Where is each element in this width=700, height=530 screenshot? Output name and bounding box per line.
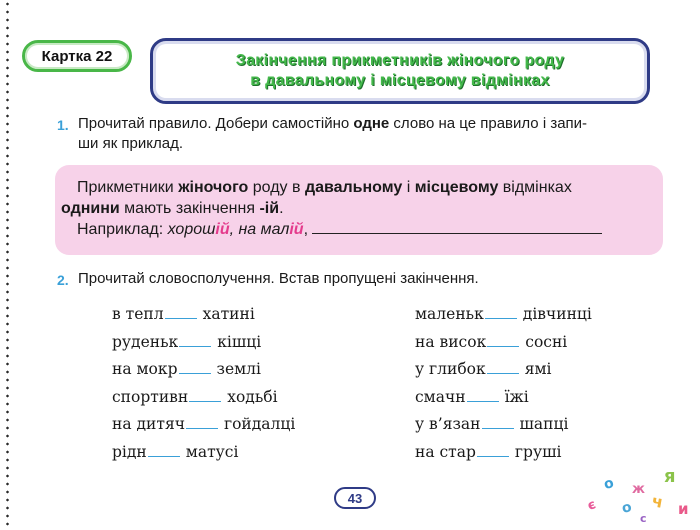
page-number-text: 43 — [347, 490, 363, 506]
phrase-noun: їжі — [504, 387, 529, 406]
example-ending: ій — [289, 221, 304, 238]
card-label: Картка 22 — [41, 47, 113, 65]
blank-ending[interactable] — [148, 442, 180, 457]
decor-letter: о — [602, 475, 616, 493]
phrase-row — [415, 413, 592, 441]
phrase-row — [415, 441, 592, 469]
blank-ending[interactable] — [467, 387, 499, 402]
task-1-bold: одне — [353, 115, 390, 132]
task-2-text: Прочитай словосполучення. Встав пропущені закінчення. — [78, 270, 479, 287]
example-separator: , — [229, 221, 239, 238]
phrase-noun: хатині — [202, 305, 255, 323]
phrase-stem: смачн — [415, 387, 466, 406]
blank-ending[interactable] — [487, 332, 519, 347]
decor-letter: с — [640, 512, 647, 525]
phrase-noun: матусі — [185, 442, 239, 461]
rule-text: . — [279, 200, 284, 217]
blank-ending[interactable] — [179, 332, 211, 347]
phrase-stem: рідн — [112, 442, 147, 461]
rule-text: і — [402, 179, 415, 196]
phrase-stem: на висок — [415, 332, 487, 351]
blank-ending[interactable] — [189, 387, 221, 402]
rule-bold: однини — [61, 200, 120, 217]
rule-text: відмінках — [498, 179, 572, 196]
blank-ending[interactable] — [482, 414, 514, 429]
rule-text: Прикметники — [77, 179, 179, 196]
page-title — [150, 38, 650, 104]
phrase-row — [415, 386, 592, 414]
decor-letter: и — [678, 500, 689, 518]
phrase-noun: землі — [216, 360, 261, 378]
phrases-right-column — [415, 303, 592, 468]
phrase-row — [112, 441, 295, 469]
phrase-noun: гойдалці — [223, 415, 296, 433]
phrase-stem: маленьк — [415, 305, 484, 323]
rule-bold: місцевому — [414, 179, 499, 196]
phrase-row — [112, 303, 295, 331]
rule-bold: жіночого — [178, 179, 249, 196]
rule-example — [77, 219, 663, 240]
rule-bold: -ій — [259, 200, 280, 217]
decor-letter: о — [620, 499, 633, 517]
decor-letter: ж — [632, 482, 645, 497]
task-2-number: 2. — [57, 272, 69, 288]
phrase-stem: на мокр — [112, 360, 178, 378]
task-1-number: 1. — [57, 117, 69, 133]
phrase-noun: сосні — [525, 332, 568, 351]
rule-line-2 — [61, 198, 663, 219]
dotted-margin — [6, 0, 9, 530]
decor-letter: ч — [650, 491, 665, 512]
rule-box — [55, 165, 663, 255]
answer-line[interactable] — [312, 219, 602, 234]
decor-letter: є — [585, 497, 599, 514]
example-tail: , — [303, 221, 313, 238]
phrase-row — [415, 331, 592, 359]
phrase-noun: груші — [514, 442, 562, 461]
phrase-stem: в тепл — [112, 305, 164, 323]
blank-ending[interactable] — [487, 359, 519, 374]
phrase-stem: на стар — [415, 442, 476, 461]
title-line-1: Закінчення прикметників жіночого роду — [235, 52, 565, 69]
phrase-row — [415, 358, 592, 386]
phrase-noun: кішці — [217, 332, 262, 351]
blank-ending[interactable] — [179, 359, 211, 374]
example-stem: хорош — [167, 221, 216, 238]
phrase-row — [112, 331, 295, 359]
blank-ending[interactable] — [165, 304, 197, 319]
phrase-noun: ямі — [524, 360, 552, 378]
task-1-text — [78, 114, 678, 154]
phrase-stem: на дитяч — [112, 415, 185, 433]
phrase-stem: спортивн — [112, 387, 189, 406]
phrase-noun: шапці — [519, 415, 569, 433]
phrase-noun: дівчинці — [522, 305, 592, 323]
phrase-noun: ходьбі — [227, 387, 278, 406]
task-1-text-b: слово на це правило і запи- — [389, 115, 588, 132]
phrase-stem: у глибок — [415, 360, 486, 378]
rule-text: роду в — [248, 179, 305, 196]
phrases-left-column — [112, 303, 295, 468]
card-badge — [22, 40, 132, 72]
title-line-2: в давальному і місцевому відмінках — [250, 72, 550, 89]
task-1-text-a: Прочитай правило. Добери самостійно — [78, 115, 354, 132]
phrase-stem: у в’язан — [415, 415, 481, 433]
blank-ending[interactable] — [485, 304, 517, 319]
blank-ending[interactable] — [477, 442, 509, 457]
phrase-stem: руденьк — [112, 332, 179, 351]
task-1-text-c: ши як приклад. — [78, 135, 184, 152]
example-ending: ій — [215, 221, 230, 238]
page-number — [334, 487, 376, 509]
phrase-row — [112, 386, 295, 414]
example-stem: на мал — [238, 221, 290, 238]
rule-line-1 — [77, 177, 663, 198]
decor-letter: я — [664, 466, 676, 487]
phrase-row — [112, 358, 295, 386]
rule-bold: давальному — [304, 179, 403, 196]
blank-ending[interactable] — [186, 414, 218, 429]
phrase-row — [112, 413, 295, 441]
phrase-row — [415, 303, 592, 331]
example-label: Наприклад: — [77, 221, 168, 238]
rule-text: мають закінчення — [119, 200, 260, 217]
